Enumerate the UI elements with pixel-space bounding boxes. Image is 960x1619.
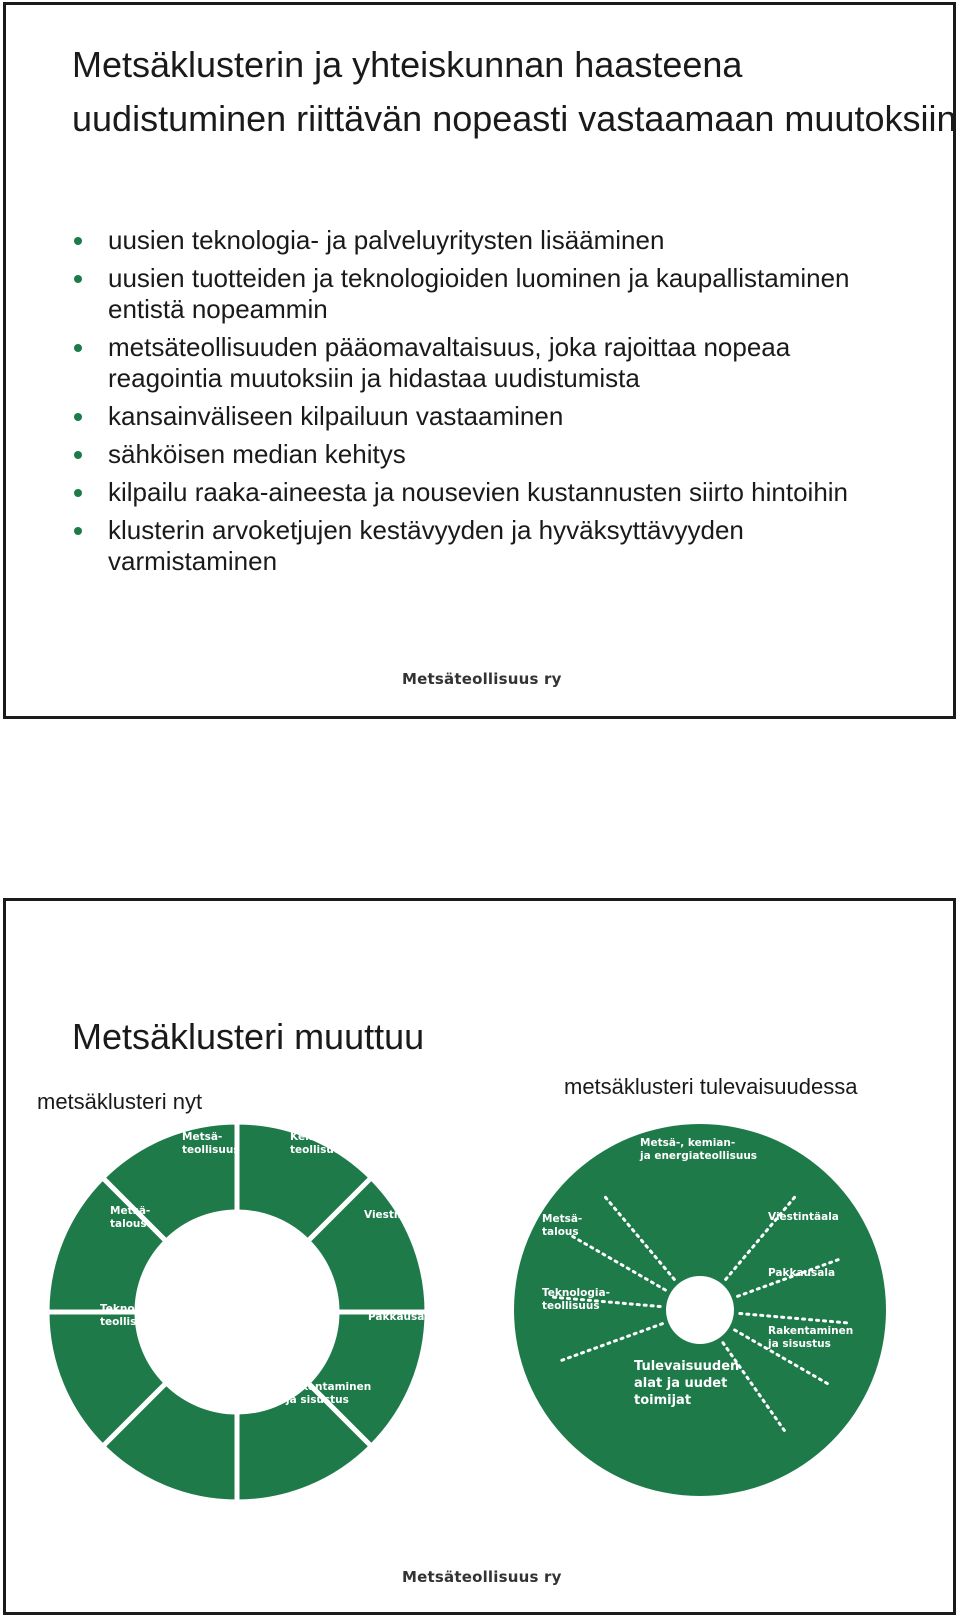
bullet-text: metsäteollisuuden pääomavaltaisuus, joka rajoittaa nopeaa reagointia muutoksiin ja hidastaa uudistumista (108, 332, 791, 393)
slide-2-title: Metsäklusteri muuttuu (72, 1016, 425, 1057)
cluster-future-label-line: ja sisustus (768, 1338, 831, 1350)
cluster-future-label (542, 1213, 582, 1238)
cluster-future-label-line: Tulevaisuuden (634, 1359, 740, 1374)
cluster-now-label-line: Metsä- (110, 1205, 151, 1217)
cluster-future-label-line: Metsä- (542, 1213, 583, 1225)
cluster-now-label-line: talous (110, 1218, 147, 1230)
bullet-text: klusterin arvoketjujen kestävyyden ja hyväksyttävyyden varmistaminen (108, 515, 744, 576)
cluster-future-label-line: Metsä-, kemian- (640, 1137, 736, 1149)
cluster-now-label-line: teollisuus (182, 1144, 240, 1156)
bullet-dot-icon (74, 527, 82, 535)
bullet-text: kansainväliseen kilpailuun vastaaminen (108, 401, 564, 431)
slide-1-title: Metsäklusterin ja yhteiskunnan haasteena uudistuminen riittävän nopeasti vastaamaan muutoksiin (72, 44, 957, 139)
cluster-now-label (180, 1385, 237, 1397)
bullet-dot-icon (74, 451, 82, 459)
bullet-dot-icon (74, 344, 82, 352)
cluster-future-diagram (522, 1120, 922, 1500)
cluster-now-label-line: Metsä- (182, 1131, 223, 1143)
cluster-future-label-line: talous (542, 1226, 579, 1238)
cluster-now-label-line: ja sisustus (286, 1394, 349, 1406)
bullet-list (72, 225, 892, 584)
bullet-dot-icon (74, 237, 82, 245)
cluster-now-label-line: Teknologia- (100, 1303, 168, 1315)
bullet-text: uusien teknologia- ja palveluyritysten lisääminen (108, 225, 665, 255)
cluster-future-label-line: ja energiateollisuus (640, 1150, 758, 1162)
cluster-future-label (768, 1211, 839, 1223)
caption-now: metsäklusteri nyt (37, 1089, 203, 1114)
cluster-future-label-line: Viestintäala (768, 1211, 839, 1223)
cluster-now-label-line: teollisuus (100, 1316, 158, 1328)
bullet-dot-icon (74, 275, 82, 283)
bullet-item (72, 225, 892, 256)
bullet-item (72, 263, 892, 325)
bullet-item (72, 401, 892, 432)
cluster-now-label (364, 1209, 435, 1221)
caption-future: metsäklusteri tulevaisuudessa (564, 1074, 858, 1099)
cluster-future-label-line: toimijat (634, 1393, 692, 1408)
cluster-now-label (110, 1205, 150, 1230)
bullet-text: sähköisen median kehitys (108, 439, 406, 469)
cluster-future-label-line: Pakkausala (768, 1267, 836, 1279)
cluster-now-label-line: Pakkausala (368, 1311, 436, 1323)
bullet-item (72, 332, 892, 394)
bullet-dot-icon (74, 413, 82, 421)
bullet-item (72, 515, 892, 577)
bullet-item (72, 477, 892, 508)
bullet-text: kilpailu raaka-aineesta ja nousevien kustannusten siirto hintoihin (108, 477, 849, 507)
cluster-future-label-line: Teknologia- (542, 1287, 610, 1299)
cluster-now-label (100, 1303, 168, 1328)
cluster-now-label-line: Rakentaminen (286, 1381, 372, 1393)
cluster-now-label-line: Kemian- (290, 1131, 339, 1143)
cluster-future-label-line: Rakentaminen (768, 1325, 854, 1337)
footer-logo-1: Metsäteollisuus ry (402, 670, 562, 688)
cluster-future-label-line: alat ja uudet (634, 1376, 728, 1391)
cluster-future-label (768, 1267, 835, 1279)
cluster-now-label (368, 1311, 435, 1323)
cluster-future-center (666, 1276, 734, 1344)
cluster-now-label (290, 1131, 348, 1156)
cluster-now-label-line: teollisuus (290, 1144, 348, 1156)
bullet-text: uusien tuotteiden ja teknologioiden luominen ja kaupallistaminen entistä nopeammin (108, 263, 850, 324)
cluster-future-label-line: teollisuus (542, 1300, 600, 1312)
bullet-dot-icon (74, 489, 82, 497)
cluster-now-label-line: Viestintäala (364, 1209, 435, 1221)
cluster-now-diagram (72, 1122, 436, 1502)
bullet-item (72, 439, 892, 470)
cluster-now-label-line: Muut alat (180, 1385, 237, 1397)
footer-logo-2: Metsäteollisuus ry (402, 1568, 562, 1586)
